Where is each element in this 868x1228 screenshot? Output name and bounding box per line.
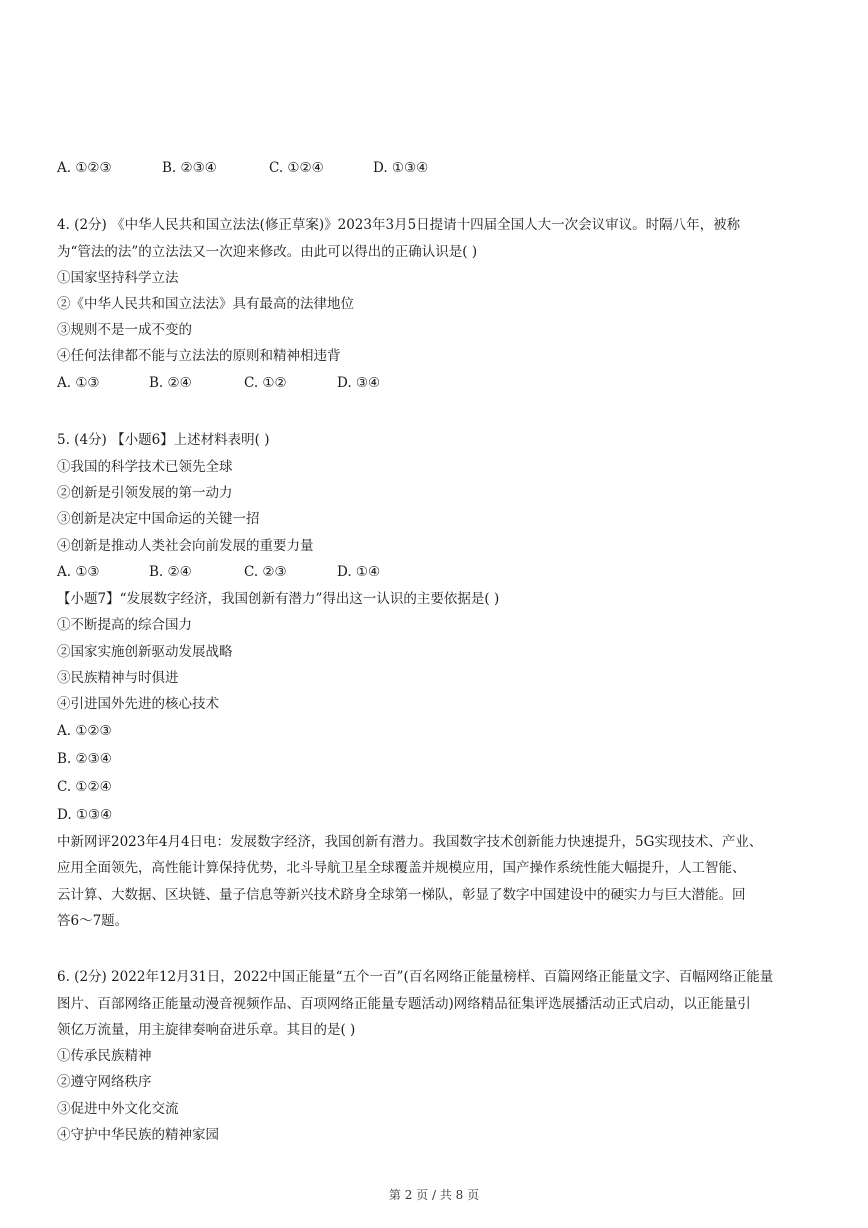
material-line: 云计算、大数据、区块链、量子信息等新兴技术跻身全球第一梯队，彰显了数字中国建设中的硬实力与巨大潜能。回: [57, 887, 746, 903]
q5-option-c: C. ②③: [244, 564, 287, 580]
q5-sub-option: A. ①②③: [57, 723, 112, 739]
q5-option-d: D. ①④: [337, 564, 381, 580]
q5-option-a: A. ①③: [57, 564, 100, 580]
q5-item: ④创新是推动人类社会向前发展的重要力量: [57, 538, 314, 554]
q4-item: ④任何法律都不能与立法法的原则和精神相违背: [57, 348, 341, 364]
q6-stem-line: 图片、百部网络正能量动漫音视频作品、百项网络正能量专题活动)网络精品征集评选展播活动正式启动，以正能量引: [57, 996, 751, 1012]
q5-sub-option: B. ②③④: [57, 751, 112, 767]
option-d: D. ①③④: [373, 160, 429, 176]
q5-sub-option: D. ①③④: [57, 807, 113, 823]
q4-option-d: D. ③④: [337, 375, 381, 391]
option-a: A. ①②③: [57, 160, 112, 176]
material-line: 应用全面领先，高性能计算保持优势，北斗导航卫星全球覆盖并规模应用，国产操作系统性能大幅提升，人工智能、: [57, 860, 746, 876]
q5-sub-stem: 【小题7】“发展数字经济，我国创新有潜力”得出这一认识的主要依据是( ): [57, 591, 500, 607]
q6-item: ①传承民族精神: [57, 1048, 152, 1064]
q4-item: ③规则不是一成不变的: [57, 322, 192, 338]
q6-stem-line: 6. (2分) 2022年12月31日，2022中国正能量“五个一百”(百名网络正能量榜样、百篇网络正能量文字、百幅网络正能量: [57, 969, 774, 985]
q5-option-b: B. ②④: [149, 564, 192, 580]
q6-stem-line: 领亿万流量，用主旋律奏响奋进乐章。其目的是( ): [57, 1022, 356, 1038]
q5-options-row: [57, 563, 380, 581]
q5-sub-item: ④引进国外先进的核心技术: [57, 696, 219, 712]
q4-stem-line2: 为“管法的法”的立法法又一次迎来修改。由此可以得出的正确认识是( ): [57, 244, 478, 260]
q4-item: ②《中华人民共和国立法法》具有最高的法律地位: [57, 296, 354, 312]
q5-sub-option: C. ①②④: [57, 779, 112, 795]
q6-item: ③促进中外文化交流: [57, 1101, 179, 1117]
q4-item: ①国家坚持科学立法: [57, 270, 179, 286]
q4-option-a: A. ①③: [57, 375, 100, 391]
q4-option-c: C. ①②: [244, 375, 287, 391]
option-c: C. ①②④: [269, 160, 324, 176]
q4-option-b: B. ②④: [149, 375, 192, 391]
top-options-row: [57, 159, 428, 177]
q6-item: ④守护中华民族的精神家园: [57, 1127, 219, 1143]
q5-stem: 5. (4分) 【小题6】上述材料表明( ): [57, 432, 270, 448]
material-line: 中新网评2023年4月4日电：发展数字经济，我国创新有潜力。我国数字技术创新能力快速提升，5G实现技术、产业、: [57, 834, 763, 850]
q4-options-row: [57, 374, 380, 392]
material-line: 答6～7题。: [57, 913, 129, 929]
q5-item: ②创新是引领发展的第一动力: [57, 485, 233, 501]
q5-item: ③创新是决定中国命运的关键一招: [57, 511, 260, 527]
q6-item: ②遵守网络秩序: [57, 1074, 152, 1090]
q5-sub-item: ③民族精神与时俱进: [57, 670, 179, 686]
q5-item: ①我国的科学技术已领先全球: [57, 459, 233, 475]
page-footer: 第 2 页 / 共 8 页: [388, 1188, 480, 1202]
option-b: B. ②③④: [162, 160, 217, 176]
q5-sub-item: ②国家实施创新驱动发展战略: [57, 644, 233, 660]
q5-sub-item: ①不断提高的综合国力: [57, 617, 192, 633]
q4-stem-line1: 4. (2分) 《中华人民共和国立法法(修正草案)》2023年3月5日提请十四届全国人大一次会议审议。时隔八年，被称: [57, 217, 741, 233]
